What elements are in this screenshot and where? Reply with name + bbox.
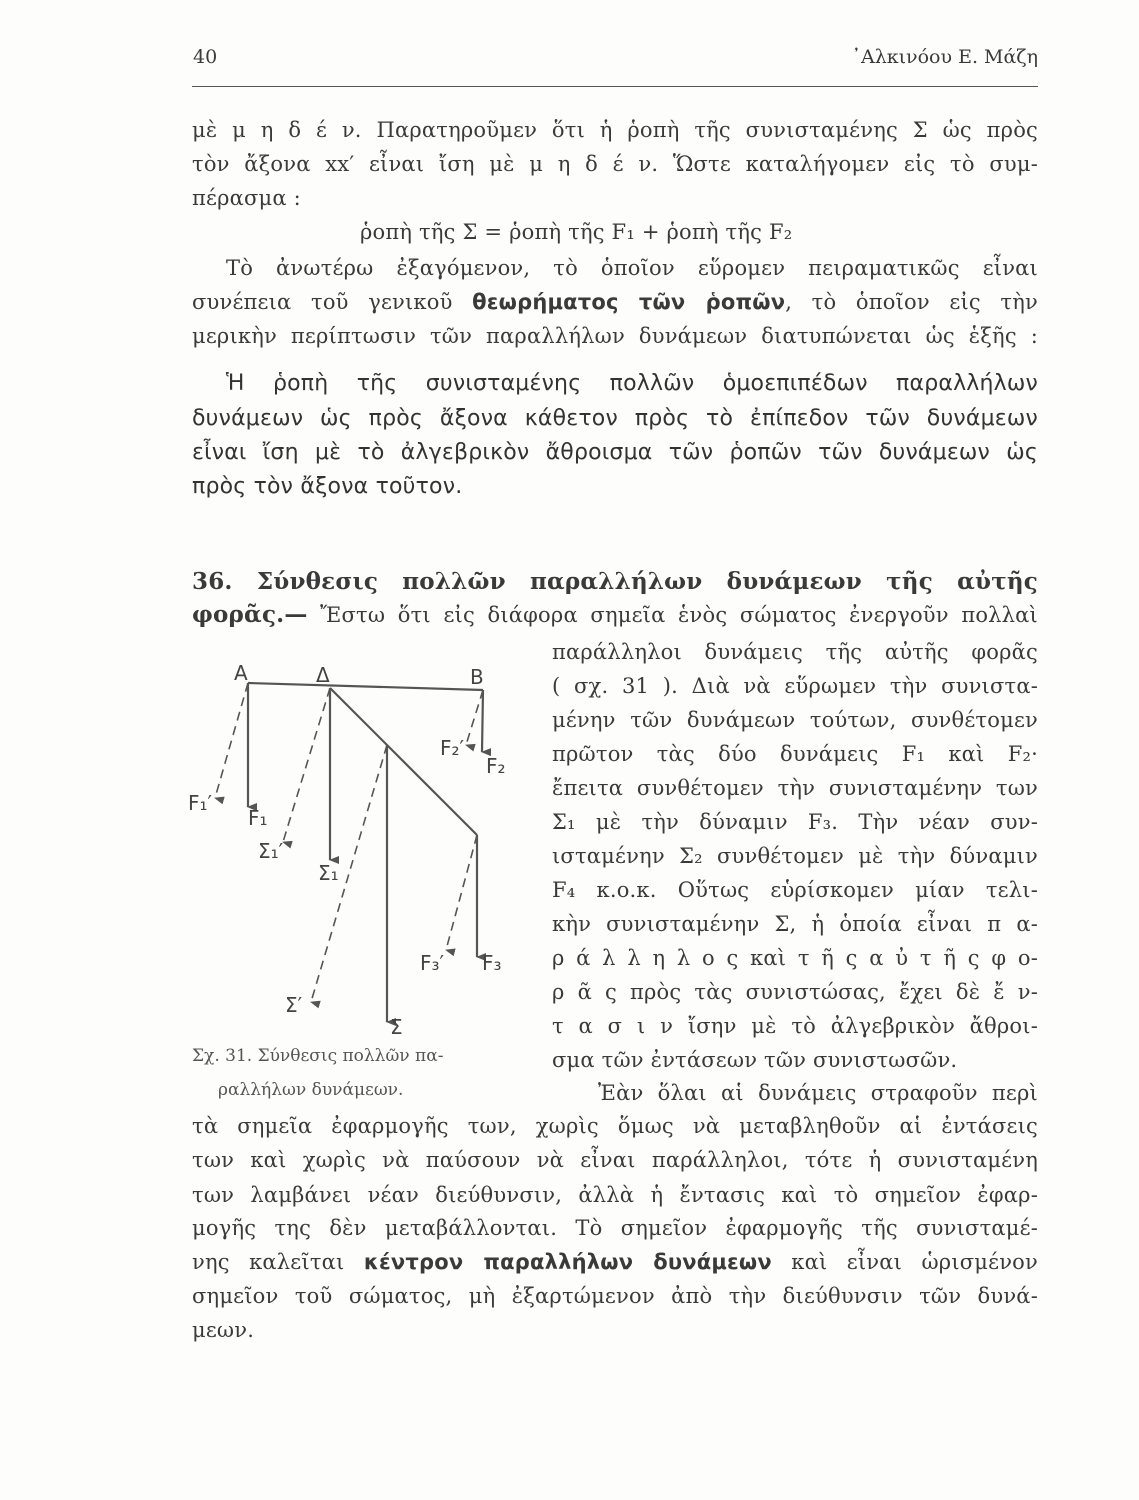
rod-AB <box>248 683 483 690</box>
arrow-Sigma1-prime <box>283 688 330 842</box>
text-line: τ α σ ι ν ἴσην μὲ τὸ ἀλγεβρικὸν ἄθροι- <box>552 1014 1038 1038</box>
text-line: Τὸ ἀνωτέρω ἐξαγόμενον, τὸ ὁποῖον εὕρομεν πειραματικῶς εἶναι <box>226 256 1038 280</box>
formula: ῥοπὴ τῆς Σ = ῥοπὴ τῆς F₁ + ῥοπὴ τῆς F₂ <box>360 220 793 244</box>
running-title: ᾿Αλκινόου Ε. Μάζη <box>851 46 1038 68</box>
text: καὶ εἶναι ὡρισμένον <box>771 1250 1038 1274</box>
label-F1-prime: F₁′ <box>188 791 213 815</box>
text-line: μὲ μ η δ έ ν. Παρατηροῦμεν ὅτι ἡ ῥοπὴ τῆς συνισταμένης Σ ὡς πρὸς <box>192 118 1038 142</box>
theorem-line: πρὸς τὸν ἄξονα τοῦτον. <box>192 474 463 499</box>
label-F3-prime: F₃′ <box>420 951 445 975</box>
arrow-F2 <box>482 690 483 752</box>
figure-caption: ραλλήλων δυνάμεων. <box>218 1080 404 1100</box>
label-Sigma1: Σ₁ <box>318 861 339 885</box>
section-heading-cont: φορᾶς.— <box>192 601 308 628</box>
text-line <box>192 288 1038 316</box>
label-F1: F₁ <box>248 806 268 830</box>
label-Sigma-prime: Σ′ <box>285 993 303 1017</box>
label-F2: F₂ <box>486 754 506 778</box>
text-line: των λαμβάνει νέαν διεύθυνσιν, ἀλλὰ ἡ ἔντασις καὶ τὸ σημεῖον ἐφαρ- <box>192 1183 1038 1207</box>
text-line: Σ₁ μὲ τὴν δύναμιν F₃. Τὴν νέαν συν- <box>552 810 1038 834</box>
section-heading: 36. Σύνθεσις πολλῶν παραλλήλων δυνάμεων τῆς αὐτῆς <box>192 568 1038 595</box>
text-line: κὴν συνισταμένην Σ, ἡ ὁποία εἶναι π α- <box>552 912 1038 936</box>
arrow-F2-prime <box>466 690 483 745</box>
theorem-line: δυνάμεων ὡς πρὸς ἄξονα κάθετον πρὸς τὸ ἐπίπεδον τῶν δυνάμεων <box>192 406 1038 431</box>
text-line: μερικὴν περίπτωσιν τῶν παραλλήλων δυνάμεων διατυπώνεται ὡς ἑξῆς : <box>192 324 1038 348</box>
label-Sigma1-prime: Σ₁′ <box>258 839 284 863</box>
text-line: μένην τῶν δυνάμεων τούτων, συνθέτομεν <box>552 708 1038 732</box>
theorem-line: εἶναι ἴση μὲ τὸ ἀλγεβρικὸν ἄθροισμα τῶν ῥοπῶν τῶν δυνάμεων ὡς <box>192 440 1038 465</box>
text: νης καλεῖται <box>192 1250 364 1274</box>
text-line: πέρασμα : <box>192 186 301 210</box>
label-Sigma: Σ <box>390 1015 403 1039</box>
text-line: τὰ σημεῖα ἐφαρμογῆς των, χωρὶς ὅμως νὰ μεταβληθοῦν αἱ ἐντάσεις <box>192 1114 1038 1138</box>
arrow-F1-prime <box>215 683 248 798</box>
text-line: ρ ᾶ ς πρὸς τὰς συνιστώσας, ἔχει δὲ ἔ ν- <box>552 980 1038 1004</box>
theorem-line: Ἡ ῥοπὴ τῆς συνισταμένης πολλῶν ὁμοεπιπέδων παραλλήλων <box>226 371 1038 396</box>
text-line <box>192 1248 1038 1276</box>
text-line: σημεῖον τοῦ σώματος, μὴ ἐξαρτώμενον ἀπὸ τὴν διεύθυνσιν τῶν δυνά- <box>192 1284 1038 1308</box>
text-line: ρ ά λ λ η λ ο ς καὶ τ ῆ ς α ὐ τ ῆ ς φ ο- <box>552 946 1038 970</box>
page-number: 40 <box>193 46 218 68</box>
text-line: μογῆς της δὲν μεταβάλλονται. Τὸ σημεῖον ἐφαρμογῆς τῆς συνισταμέ- <box>192 1216 1038 1240</box>
label-F3: F₃ <box>482 951 502 975</box>
text-line: παράλληλοι δυνάμεις τῆς αὐτῆς φορᾶς <box>552 640 1038 664</box>
text-line: ισταμένην Σ₂ συνθέτομεν μὲ τὴν δύναμιν <box>552 844 1038 868</box>
text-line: πρῶτον τὰς δύο δυνάμεις F₁ καὶ F₂· <box>552 742 1038 766</box>
text-line: των καὶ χωρὶς νὰ παύσουν νὰ εἶναι παράλληλοι, τότε ἡ συνισταμένη <box>192 1148 1038 1172</box>
diagonal <box>330 688 477 835</box>
text-line <box>192 601 1038 629</box>
header-rule <box>192 86 1038 87</box>
text-line: μεων. <box>192 1318 255 1342</box>
text-line: Ἐὰν ὅλαι αἱ δυνάμεις στραφοῦν περὶ <box>598 1081 1038 1105</box>
text-line: ἔπειτα συνθέτομεν τὴν συνισταμένην των <box>552 776 1038 800</box>
label-Delta: Δ <box>316 663 330 687</box>
text: , τὸ ὁποῖον εἰς τὴν <box>785 290 1038 314</box>
label-A: A <box>234 661 248 685</box>
label-B: B <box>470 665 484 689</box>
arrow-F3-prime <box>446 835 477 950</box>
text: συνέπεια τοῦ γενικοῦ <box>192 290 473 314</box>
figure-caption: Σχ. 31. Σύνθεσις πολλῶν πα- <box>192 1046 444 1066</box>
text-line: ( σχ. 31 ). Διὰ νὰ εὕρωμεν τὴν συνιστα- <box>552 674 1038 698</box>
text: Ἔστω ὅτι εἰς διάφορα σημεῖα ἑνὸς σώματος ἐνεργοῦν πολλαὶ <box>307 603 1038 627</box>
bold-term: θεωρήματος τῶν ῥοπῶν <box>472 290 786 314</box>
text-line: σμα τῶν ἐντάσεων τῶν συνιστωσῶν. <box>552 1048 958 1072</box>
label-F2-prime: F₂′ <box>440 736 465 760</box>
arrow-Sigma-prime <box>311 745 387 1002</box>
text-line: F₄ κ.ο.κ. Οὕτως εὑρίσκομεν μίαν τελι- <box>552 878 1038 902</box>
text-line: τὸν ἄξονα xx′ εἶναι ἴση μὲ μ η δ έ ν. Ὥστε καταλήγομεν εἰς τὸ συμ- <box>192 152 1038 176</box>
bold-term: κέντρον παραλλήλων δυνάμεων <box>363 1250 772 1274</box>
